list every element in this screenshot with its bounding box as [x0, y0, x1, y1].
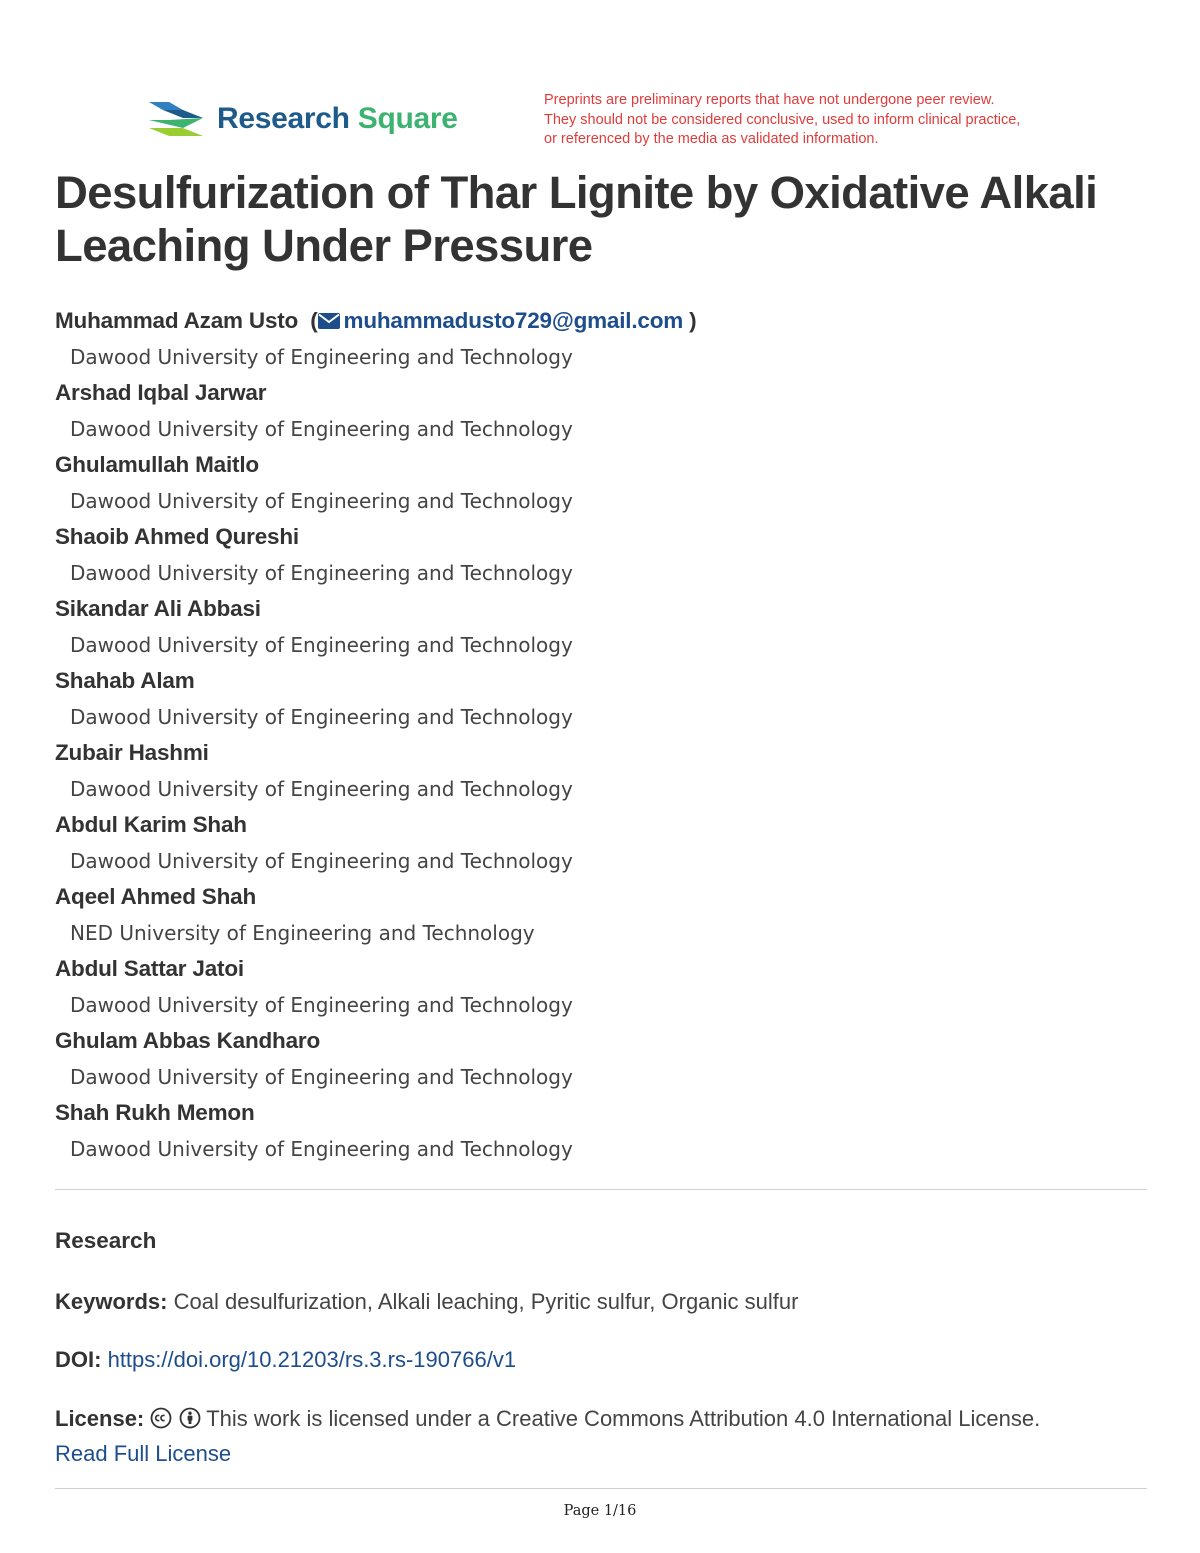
logo-word-square: Square — [357, 102, 458, 135]
cc-icon — [150, 1407, 172, 1429]
research-square-logo-icon — [147, 98, 205, 140]
email-close-paren: ) — [683, 308, 697, 333]
section-divider — [55, 1189, 1147, 1190]
keywords-text: Coal desulfurization, Alkali leaching, Pyritic sulfur, Organic sulfur — [173, 1289, 799, 1314]
author-affiliation: Dawood University of Engineering and Technology — [70, 705, 573, 729]
read-license-line — [55, 1441, 231, 1467]
author-affiliation: Dawood University of Engineering and Technology — [70, 1137, 573, 1161]
author-list — [55, 304, 1155, 1168]
author-affiliation: NED University of Engineering and Technology — [70, 921, 535, 945]
license-text: This work is licensed under a Creative Commons Attribution 4.0 International License. — [206, 1406, 1041, 1431]
author-name: Sikandar Ali Abbasi — [55, 596, 261, 621]
author-name: Arshad Iqbal Jarwar — [55, 380, 267, 405]
author-name: Ghulam Abbas Kandharo — [55, 1028, 320, 1053]
author-affiliation: Dawood University of Engineering and Technology — [70, 489, 573, 513]
research-square-logo — [147, 97, 458, 141]
logo-word-research: Research — [217, 102, 350, 135]
email-open-paren: ( — [304, 308, 318, 333]
author-name-text: Muhammad Azam Usto — [55, 308, 299, 333]
license-line — [55, 1406, 1040, 1432]
read-full-license-link[interactable]: Read Full License — [55, 1441, 232, 1466]
doi-line — [55, 1347, 516, 1373]
author-name: Zubair Hashmi — [55, 740, 209, 765]
author-affiliation: Dawood University of Engineering and Technology — [70, 849, 573, 873]
author-affiliation: Dawood University of Engineering and Technology — [70, 1065, 573, 1089]
author-affiliation: Dawood University of Engineering and Technology — [70, 777, 573, 801]
author-affiliation: Dawood University of Engineering and Technology — [70, 633, 573, 657]
author-name: Aqeel Ahmed Shah — [55, 884, 257, 909]
page-number: Page 1/16 — [563, 1503, 637, 1519]
disclaimer-line: Preprints are preliminary reports that have not undergone peer review. — [544, 92, 995, 108]
author-name: Abdul Sattar Jatoi — [55, 956, 244, 981]
disclaimer-line: or referenced by the media as validated information. — [544, 131, 879, 147]
author-name: Abdul Karim Shah — [55, 812, 247, 837]
attribution-icon — [179, 1407, 201, 1429]
doi-label: DOI: — [55, 1347, 102, 1372]
author-email-link[interactable] — [318, 308, 684, 333]
license-label: License: — [55, 1406, 145, 1431]
author-affiliation: Dawood University of Engineering and Technology — [70, 345, 573, 369]
disclaimer-line: They should not be considered conclusive, used to inform clinical practice, — [544, 111, 1021, 128]
author-name: Shahab Alam — [55, 668, 195, 693]
author-name: Ghulamullah Maitlo — [55, 452, 259, 477]
article-category: Research — [55, 1228, 157, 1253]
paper-title — [55, 166, 1165, 272]
logo-text — [217, 102, 458, 136]
author-affiliation: Dawood University of Engineering and Technology — [70, 561, 573, 585]
doi-link[interactable]: https://doi.org/10.21203/rs.3.rs-190766/v1 — [107, 1347, 517, 1372]
author-name: Shah Rukh Memon — [55, 1100, 255, 1125]
title-line: Leaching Under Pressure — [55, 220, 593, 271]
author-affiliation: Dawood University of Engineering and Technology — [70, 417, 573, 441]
author-name: Shaoib Ahmed Qureshi — [55, 524, 299, 549]
keywords-line — [55, 1289, 798, 1315]
envelope-icon — [318, 313, 340, 329]
author-affiliation: Dawood University of Engineering and Technology — [70, 993, 573, 1017]
author-email-text: muhammadusto729@gmail.com — [343, 308, 684, 333]
footer-divider — [55, 1488, 1147, 1489]
author-name — [55, 304, 1155, 338]
preprint-disclaimer — [544, 91, 1104, 150]
keywords-label: Keywords: — [55, 1289, 168, 1314]
title-line: Desulfurization of Thar Lignite by Oxidative Alkali — [55, 167, 1098, 218]
